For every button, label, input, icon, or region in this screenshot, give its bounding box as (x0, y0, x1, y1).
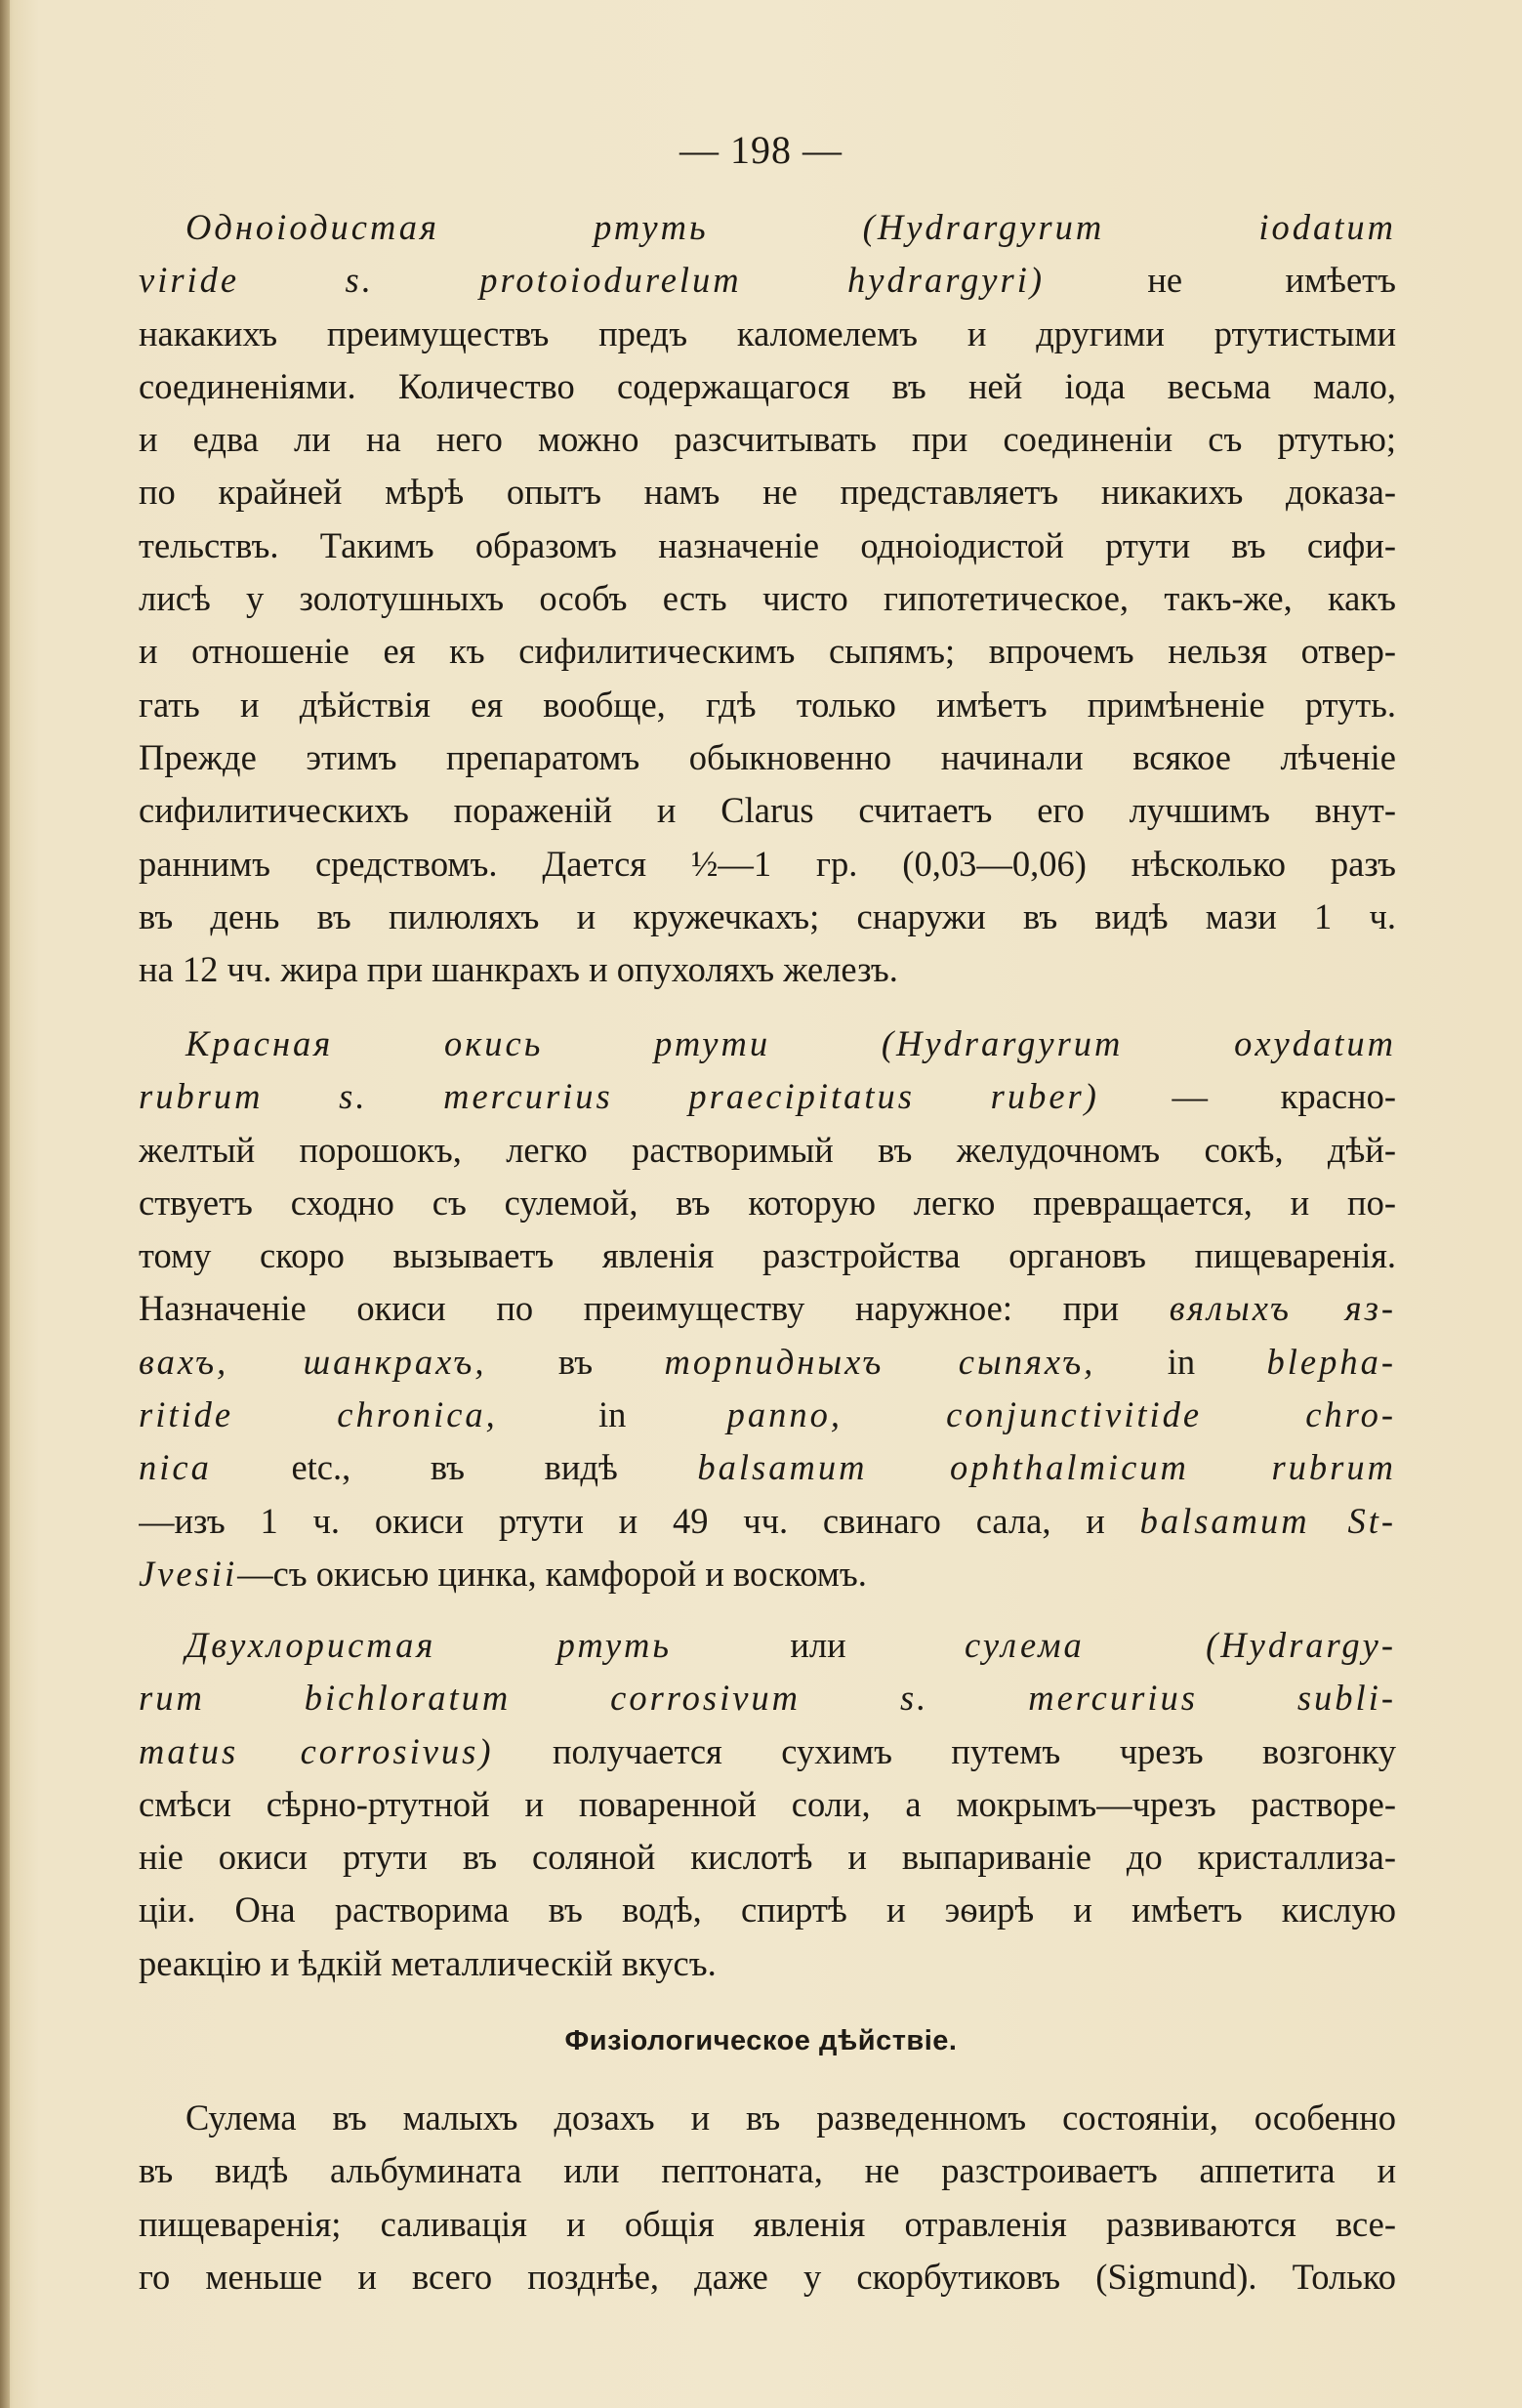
text-span: in (497, 1394, 727, 1435)
text-line: Сулема въ малыхъ дозахъ и въ разведенномъ состояніи, особенно (185, 2097, 1396, 2138)
text-span: — красно- (1098, 1076, 1396, 1117)
text-line (139, 1070, 1396, 1123)
text-line: гать и дѣйствія ея вообще, гдѣ только имѣетъ примѣненіе ртуть. (139, 684, 1396, 725)
text-line: пищеваренія; саливація и общія явленія отравленія развиваются все- (139, 2203, 1396, 2244)
text-line: Прежде этимъ препаратомъ обыкновенно начинали всякое лѣченіе (139, 736, 1396, 777)
paragraph-physiological-action (139, 2092, 1396, 2304)
text-span: не имѣетъ (1045, 260, 1396, 301)
text-line (139, 1548, 1396, 1600)
text-span: in (1095, 1341, 1267, 1382)
text-line (139, 1282, 1396, 1335)
text-line: въ видѣ альбумината или пептоната, не разстроиваетъ аппетита и (139, 2150, 1396, 2191)
text-line (139, 1619, 1396, 1672)
italic-term: сулема (Hydrargy- (964, 1625, 1396, 1665)
text-line: Одноіодистая ртуть (Hydrargyrum iodatum (185, 207, 1396, 247)
text-span: —съ окисью цинка, камфорой и воскомъ. (237, 1553, 867, 1594)
text-line: желтый порошокъ, легко растворимый въ желудочномъ сокѣ, дѣй- (139, 1129, 1396, 1170)
text-line: тому скоро вызываетъ явленія разстройства органовъ пищеваренія. (139, 1235, 1396, 1276)
text-line: Красная окись ртути (Hydrargyrum oxydatum (185, 1023, 1396, 1063)
italic-term: panno, conjunctivitide chro- (726, 1394, 1396, 1435)
text-line (139, 254, 1396, 307)
text-line: смѣси сѣрно-ртутной и поваренной соли, а мокрымъ—чрезъ растворе- (139, 1783, 1396, 1824)
text-line: и отношеніе ея къ сифилитическимъ сыпямъ; впрочемъ нельзя отвер- (139, 631, 1396, 672)
text-line (139, 1389, 1396, 1441)
paragraph-mercury-iodide (139, 201, 1396, 996)
text-span: etc., въ видѣ (211, 1447, 698, 1488)
text-line: тельствъ. Такимъ образомъ назначеніе одноіодистой ртути въ сифи- (139, 524, 1396, 565)
text-line: rum bichloratum corrosivum s. mercurius subli- (139, 1678, 1396, 1719)
text-span: въ (486, 1341, 665, 1382)
italic-term: rubrum s. mercurius praecipitatus ruber) (139, 1076, 1099, 1117)
text-span: Назначеніе окиси по преимуществу наружное: при (139, 1288, 1170, 1329)
text-line: раннимъ средствомъ. Дается ½—1 гр. (0,03—0,06) нѣсколько разъ (139, 843, 1396, 884)
text-line: лисѣ у золотушныхъ особъ есть чисто гипотетическое, такъ-же, какъ (139, 578, 1396, 619)
page-number: — 198 — (679, 128, 843, 172)
italic-term: matus corrosivus) (139, 1730, 494, 1771)
text-line (139, 1336, 1396, 1389)
italic-term: nica (139, 1447, 212, 1488)
text-line: соединеніями. Количество содержащагося въ ней іода весьма мало, (139, 365, 1396, 406)
paragraph-mercury-bichloride (139, 1619, 1396, 1990)
text-line (139, 1495, 1396, 1548)
italic-term: Двухлористая ртуть (185, 1625, 673, 1665)
text-line: сифилитическихъ пораженій и Clarus считаетъ его лучшимъ внут- (139, 790, 1396, 831)
text-line: ціи. Она растворима въ водѣ, спиртѣ и эѳирѣ и имѣетъ кислую (139, 1889, 1396, 1931)
italic-term: вахъ, шанкрахъ, (139, 1341, 487, 1382)
text-line (139, 1725, 1396, 1778)
italic-term: viride s. protoiodurelum hydrargyri) (139, 260, 1046, 301)
italic-term: торпидныхъ сыпяхъ, (664, 1341, 1096, 1382)
text-span: —изъ 1 ч. окиси ртути и 49 чч. свинаго сала, и (139, 1500, 1140, 1541)
text-line: ніе окиси ртути въ соляной кислотѣ и выпариваніе до кристаллиза- (139, 1837, 1396, 1878)
italic-term: ritide chronica, (139, 1394, 498, 1435)
text-line: въ день въ пилюляхъ и кружечкахъ; снаружи въ видѣ мази 1 ч. (139, 895, 1396, 936)
text-line: реакцію и ѣдкій металлическій вкусъ. (139, 1942, 717, 1983)
italic-term: вялыхъ яз- (1169, 1288, 1396, 1329)
text-line: по крайней мѣрѣ опытъ намъ не представляетъ никакихъ доказа- (139, 472, 1396, 513)
italic-term: blepha- (1266, 1341, 1396, 1382)
text-line: ствуетъ сходно съ сулемой, въ которую легко превращается, и по- (139, 1182, 1396, 1223)
text-line: на 12 чч. жира при шанкрахъ и опухоляхъ железъ. (139, 949, 898, 990)
text-span: или (672, 1625, 965, 1665)
italic-term: Jvesii (139, 1553, 238, 1594)
text-line: накакихъ преимуществъ предъ каломелемъ и другими ртутистыми (139, 312, 1396, 353)
text-span: получается сухимъ путемъ чрезъ возгонку (493, 1730, 1396, 1771)
italic-term: balsamum St- (1139, 1500, 1396, 1541)
section-heading: Физіологическое дѣйствіе. (564, 2025, 958, 2056)
italic-term: balsamum ophthalmicum rubrum (697, 1447, 1396, 1488)
text-line (139, 1441, 1396, 1494)
text-line: и едва ли на него можно разсчитывать при соединеніи съ ртутью; (139, 419, 1396, 460)
text-line: го меньше и всего позднѣе, даже у скорбутиковъ (Sigmund). Только (139, 2256, 1396, 2297)
paragraph-red-mercury-oxide (139, 1017, 1396, 1600)
